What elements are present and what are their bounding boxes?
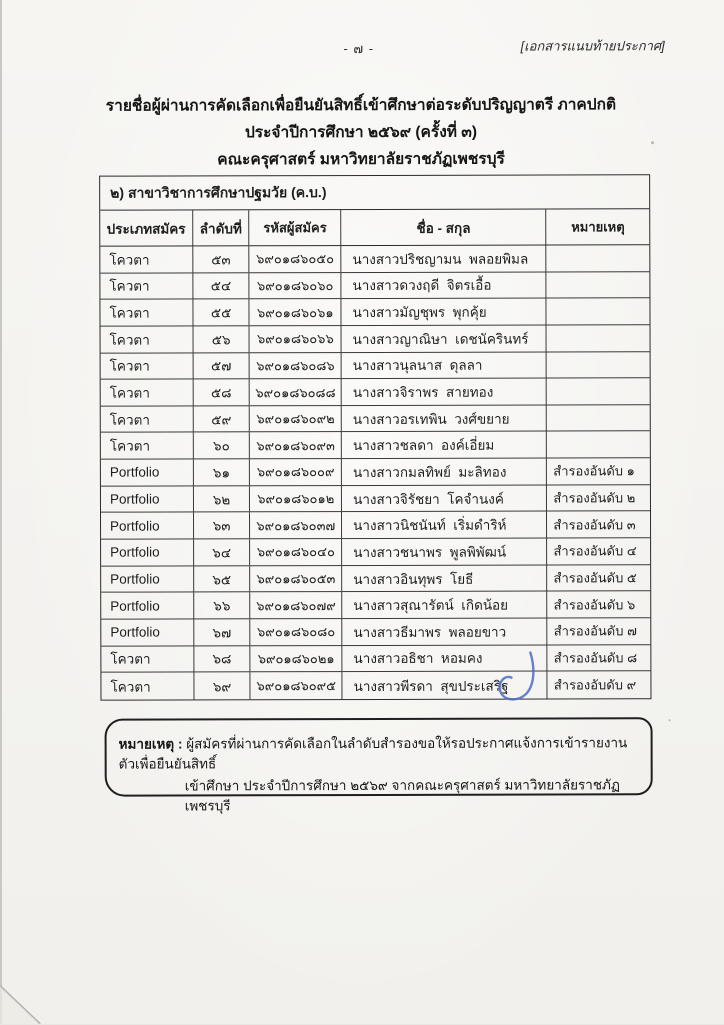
col-header-code: รหัสผู้สมัคร [250, 210, 342, 245]
cell-apply-type: โควตา [100, 246, 193, 272]
col-header-remark: หมายเหตุ [571, 219, 625, 235]
cell-applicant-code: ๖๙๐๑๘๖๐๖๖ [250, 326, 342, 352]
table-body [100, 245, 650, 699]
cell-apply-type: โควตา [101, 353, 194, 379]
title-line-1: รายชื่อผู้ผ่านการคัดเลือกเพื่อยืนยันสิทธิ์เข้าศึกษาต่อระดับปริญญาตรี ภาคปกติ [105, 96, 617, 115]
cell-full-name: นางสาวญาณิษา เดชนัครินทร์ [342, 325, 547, 351]
footnote-box [105, 717, 653, 814]
cell-remark: สำรองอันดับ ๑ [553, 463, 635, 479]
cell-apply-type: Portfolio [101, 486, 194, 512]
cell-apply-type: Portfolio [101, 513, 194, 539]
cell-apply-type: โควตา [101, 326, 194, 352]
cell-order-number: ๖๕ [194, 566, 251, 592]
cell-apply-type: โควตา [100, 273, 193, 299]
table-row [101, 352, 650, 380]
table-row [101, 671, 650, 699]
cell-remark [547, 432, 650, 458]
cell-remark: สำรองอันดับ ๒ [553, 490, 636, 506]
cell-remark [547, 405, 650, 431]
cell-apply-type: โควตา [101, 646, 194, 672]
cell-apply-type: โควตา [100, 300, 193, 326]
table-row [101, 618, 650, 646]
cell-remark: สำรองอันดับ ๗ [553, 623, 637, 639]
col-header-name: ชื่อ - สกุล [341, 210, 546, 246]
cell-remark: สำรองอันดับ ๕ [553, 570, 637, 586]
cell-order-number: ๖๙ [194, 673, 251, 700]
cell-apply-type: โควตา [101, 673, 194, 700]
cell-order-number: ๖๗ [194, 619, 251, 645]
cell-full-name: นางสาวชลดา องค์เอี่ยม [342, 432, 547, 458]
cell-full-name: นางสาวปริชญามน พลอยพิมล [341, 246, 546, 272]
cell-applicant-code: ๖๙๐๑๘๖๐๘๖ [250, 353, 342, 379]
paper-corner-fold [0, 980, 50, 1024]
scan-speck [669, 719, 671, 721]
table-row [100, 299, 649, 327]
cell-apply-type: โควตา [101, 433, 194, 459]
table-row [101, 405, 650, 433]
cell-apply-type: Portfolio [101, 619, 194, 645]
cell-order-number: ๖๓ [194, 513, 251, 539]
cell-apply-type: Portfolio [101, 593, 194, 619]
cell-remark [547, 352, 650, 378]
table-row [101, 485, 650, 513]
cell-applicant-code: ๖๙๐๑๘๖๐๕๓ [251, 566, 343, 592]
col-header-type: ประเภทสมัคร [100, 210, 193, 245]
cell-order-number: ๕๓ [193, 246, 250, 272]
title-line-3: คณะครุศาสตร์ มหาวิทยาลัยราชภัฏเพชรบุรี [217, 150, 505, 169]
cell-order-number: ๖๘ [194, 646, 251, 672]
table-row [101, 592, 650, 620]
cell-order-number: ๕๗ [193, 353, 250, 379]
cell-applicant-code: ๖๙๐๑๘๖๐๖๐ [250, 273, 342, 299]
scan-speck [651, 141, 654, 144]
table-row [101, 432, 650, 460]
cell-apply-type: Portfolio [101, 566, 194, 592]
cell-applicant-code: ๖๙๐๑๘๖๐๙๕ [251, 672, 343, 699]
table-header-row [100, 209, 649, 246]
cell-order-number: ๖๑ [194, 459, 251, 485]
cell-order-number: ๕๘ [193, 379, 250, 405]
cell-remark [547, 325, 650, 351]
cell-apply-type: Portfolio [101, 460, 194, 486]
cell-order-number: ๖๒ [194, 486, 251, 512]
cell-full-name: นางสาวนุลนาส ดุลลา [342, 352, 547, 378]
cell-applicant-code: ๖๙๐๑๘๖๐๗๙ [251, 592, 343, 618]
cell-full-name: นางสาวอรเทพิน วงศ์ขยาย [342, 405, 547, 431]
cell-remark [547, 299, 650, 325]
cell-order-number: ๕๙ [193, 406, 250, 432]
cell-applicant-code: ๖๙๐๑๘๖๐๐๙ [250, 459, 342, 485]
cell-applicant-code: ๖๙๐๑๘๖๐๖๑ [250, 299, 342, 325]
col-header-order: ลำดับที่ [193, 210, 250, 245]
cell-applicant-code: ๖๙๐๑๘๖๐๘๐ [251, 619, 343, 645]
cell-order-number: ๖๐ [193, 433, 250, 459]
cell-full-name: นางสาวธีมาพร พลอยขาว [342, 618, 547, 644]
cell-remark [547, 272, 650, 298]
table-row [101, 458, 650, 486]
cell-order-number: ๕๖ [193, 326, 250, 352]
cell-full-name: นางสาวนิชนันท์ เริ่มดำริห์ [342, 512, 547, 538]
footnote-text-2: เข้าศึกษา ประจำปีการศึกษา ๒๕๖๙ จากคณะครุศาสตร์ มหาวิทยาลัยราชภัฏเพชรบุรี [184, 777, 620, 814]
cell-applicant-code: ๖๙๐๑๘๖๐๕๐ [250, 246, 342, 272]
cell-full-name: นางสาวพีรดา สุขประเสริฐ [343, 672, 548, 699]
title-line-2: ประจำปีการศึกษา ๒๕๖๙ (ครั้งที่ ๓) [244, 123, 478, 142]
table-row [100, 245, 649, 273]
table-row [100, 272, 649, 300]
cell-full-name: นางสาวมัญชุพร พุกคุ้ย [342, 299, 547, 325]
cell-full-name: นางสาวอธิชา หอมคง [342, 645, 547, 671]
cell-remark: สำรองอันดับ ๘ [553, 650, 638, 666]
footnote-text-1: ผู้สมัครที่ผ่านการคัดเลือกในลำดับสำรองขอให้รอประกาศแจ้งการเข้ารายงานตัวเพื่อยืนยันสิทธิ์ [118, 735, 628, 772]
cell-full-name: นางสาวดวงฤดี จิตรเอื้อ [341, 272, 546, 298]
cell-remark: สำรองอันดับ ๓ [553, 517, 636, 533]
cell-applicant-code: ๖๙๐๑๘๖๐๔๐ [251, 539, 343, 565]
pen-mark [492, 650, 540, 708]
footnote-label: หมายเหตุ : [118, 736, 183, 752]
cell-order-number: ๕๕ [193, 300, 250, 326]
table-row [101, 325, 650, 353]
cell-order-number: ๕๔ [193, 273, 250, 299]
table-row [101, 512, 650, 540]
cell-full-name: นางสาวสุณารัตน์ เกิดน้อย [342, 592, 547, 618]
table-row [101, 565, 650, 593]
cell-remark: สำรองอันดับ ๔ [553, 543, 637, 559]
cell-remark [547, 378, 650, 404]
cell-full-name: นางสาวจิราพร สายทอง [342, 379, 547, 405]
document-title [0, 91, 723, 174]
cell-applicant-code: ๖๙๐๑๘๖๐๙๒ [250, 406, 342, 432]
cell-remark: สำรองอับดับ ๙ [553, 677, 637, 693]
cell-order-number: ๖๖ [194, 593, 251, 619]
cell-applicant-code: ๖๙๐๑๘๖๐๒๑ [251, 646, 343, 672]
cell-full-name: นางสาวจิรัชยา โคจำนงค์ [342, 485, 547, 511]
footnote-line-1 [119, 733, 641, 774]
cell-apply-type: Portfolio [101, 539, 194, 565]
cell-full-name: นางสาวกมลทิพย์ มะลิทอง [342, 459, 547, 485]
table-section-header: ๒) สาขาวิชาการศึกษาปฐมวัย (ค.บ.) [100, 175, 649, 210]
cell-applicant-code: ๖๙๐๑๘๖๐๙๓ [250, 433, 342, 459]
cell-remark: สำรองอันดับ ๖ [553, 596, 636, 613]
cell-full-name: นางสาวชนาพร พูลพิพัฒน์ [342, 539, 547, 565]
page-number: - ๗ - [343, 40, 375, 57]
cell-applicant-code: ๖๙๐๑๘๖๐๘๘ [250, 379, 342, 405]
cell-applicant-code: ๖๙๐๑๘๖๐๑๒ [250, 486, 342, 512]
cell-full-name: นางสาวอินทุพร โยธี [342, 565, 547, 591]
cell-remark [547, 245, 650, 271]
table-row [101, 645, 650, 673]
applicant-table [99, 174, 651, 700]
cell-apply-type: โควตา [101, 380, 194, 406]
cell-order-number: ๖๔ [194, 539, 251, 565]
cell-apply-type: โควตา [101, 406, 194, 432]
attachment-corner-note: [เอกสารแนบท้ายประกาศ] [520, 38, 665, 54]
cell-applicant-code: ๖๙๐๑๘๖๐๓๗ [250, 512, 342, 538]
table-row [101, 538, 650, 566]
table-row [101, 378, 650, 406]
